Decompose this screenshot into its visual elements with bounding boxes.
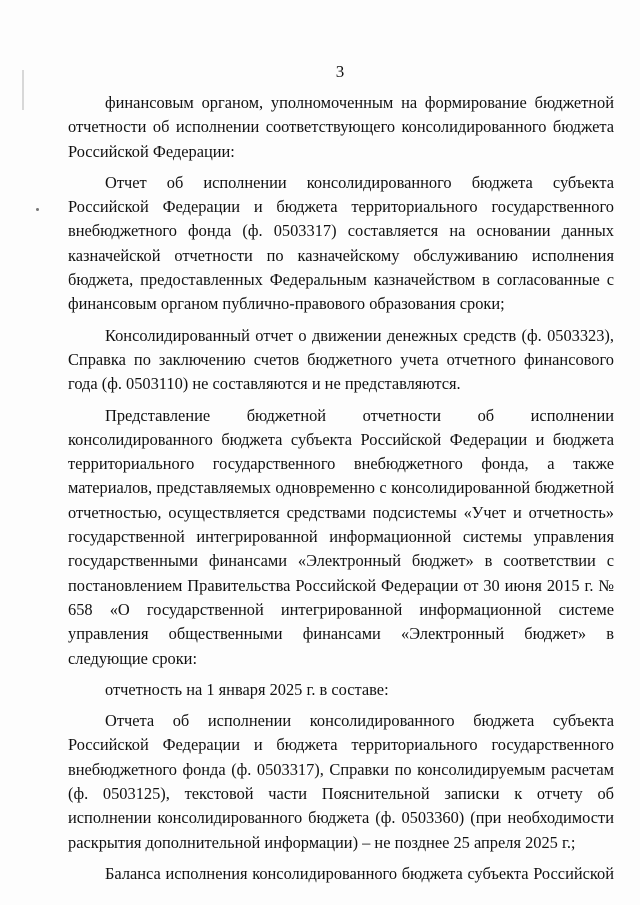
page-number: 3 (335, 62, 345, 81)
document-body (68, 91, 614, 886)
paragraph: отчетность на 1 января 2025 г. в составе: (105, 679, 389, 699)
paragraph: финансовым органом, уполномоченным на формирование бюджетной отчетности об исполнении соответствующего консолидированного бюджета Российской Федерации: (68, 93, 614, 161)
paragraph: Консолидированный отчет о движении денежных средств (ф. 0503323), Справка по заключению счетов бюджетного учета отчетного финансового года (ф. 0503110) не составляются и не представляются. (68, 325, 614, 394)
paragraph: Баланса исполнения консолидированного бюджета субъекта Российской (105, 863, 614, 883)
paragraph: Отчета об исполнении консолидированного бюджета субъекта Российской Федерации и бюджета территориального государственного внебюджетного фонда (ф. 0503317), Справки по консолидируемым расчетам (ф. 0503125), текстовой части Пояснительной записки к отчету об исполнении консолидированного бюджета (ф. 0503360) (при необходимости раскрытия дополнительной информации) – не позднее 25 апреля 2025 г.; (68, 711, 614, 852)
paragraph: Представление бюджетной отчетности об исполнении консолидированного бюджета субъекта Российской Федерации и бюджета территориального государственного внебюджетного фонда, а также материалов, представляемых одновременно с консолидированной бюджетной отчетностью, осуществляется средствами подсистемы «Учет и отчетность» государственной интегрированной информационной системы управления государственными финансами «Электронный бюджет» в соответствии с постановлением Правительства Российской Федерации от 30 июня 2015 г. № 658 «О государственной интегрированной информационной системе управления общественными финансами «Электронный бюджет» в следующие сроки: (68, 405, 614, 668)
paragraph: Отчет об исполнении консолидированного бюджета субъекта Российской Федерации и бюджета территориального государственного внебюджетного фонда (ф. 0503317) составляется на основании данных казначейской отчетности по казначейскому обслуживанию исполнения бюджета, предоставленных Федеральным казначейством в согласованные с финансовым органом публично-правового образования сроки; (68, 172, 614, 314)
scan-speck (36, 208, 39, 211)
